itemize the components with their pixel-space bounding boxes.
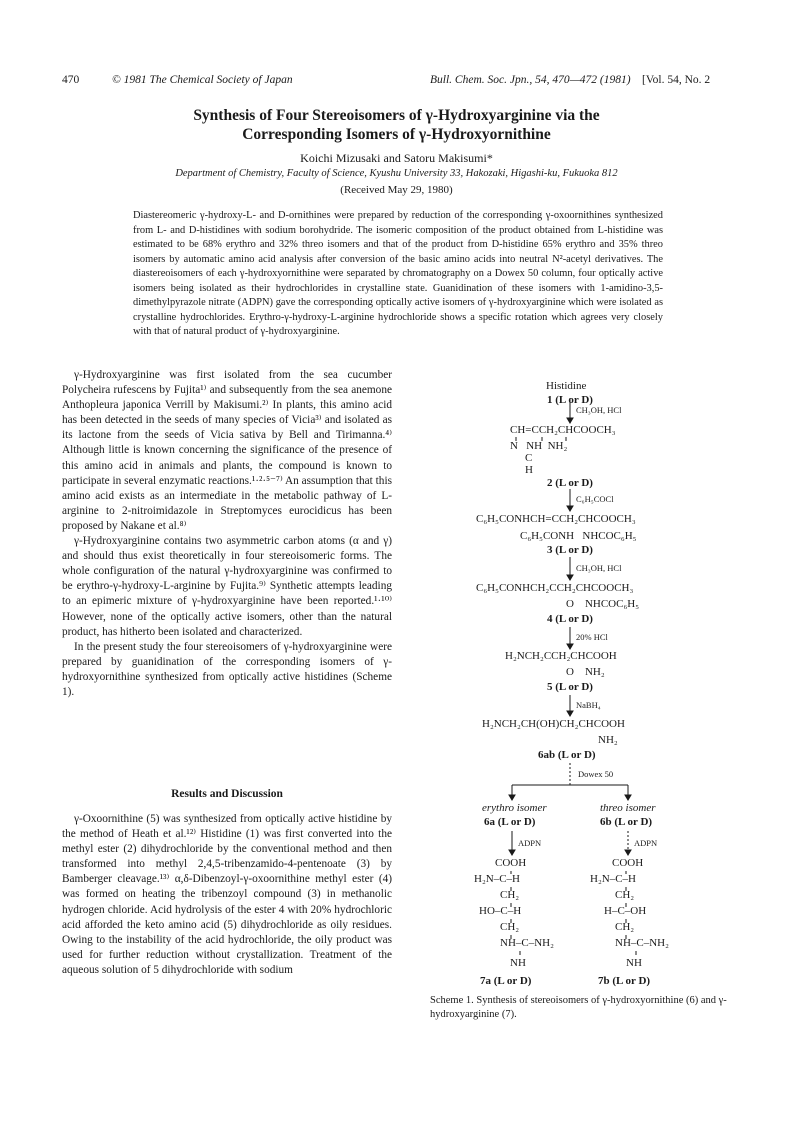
compound-2-line-4: H <box>525 464 533 476</box>
compound-7b-line-3: CH₂ <box>615 889 635 901</box>
threo-label: threo isomer <box>600 802 656 814</box>
compound-1-label: 1 (L or D) <box>547 394 593 406</box>
compound-4-label: 4 (L or D) <box>547 613 593 625</box>
compound-4-line-2: O NHCOC₆H₅ <box>566 598 640 610</box>
reagent-step-5: NaBH₄ <box>576 700 601 710</box>
compound-7b-line-1: COOH <box>612 857 644 869</box>
reagent-step-3: CH₃OH, HCl <box>576 563 622 573</box>
article-title-line-1: Synthesis of Four Stereoisomers of γ-Hydroxyarginine via the <box>193 107 600 124</box>
compound-3-line-1: C₆H₅CONHCH=CCH₂CHCOOCH₃ <box>476 513 636 525</box>
paragraph-present-study: In the present study the four stereoisomers of γ-hydroxyarginine were prepared by guanidination of the corresponding isomers of γ-hydroxyornithine synthesized from optically active histidines (Scheme 1). <box>62 640 392 698</box>
compound-5-label: 5 (L or D) <box>547 681 593 693</box>
scheme-caption: Scheme 1. Synthesis of stereoisomers of γ-hydroxyornithine (6) and γ-hydroxyarginine (7). <box>430 995 727 1020</box>
compound-7b-label: 7b (L or D) <box>598 975 651 987</box>
compound-7a-line-2: H₂N–C–H <box>474 873 521 885</box>
authors: Koichi Mizusaki and Satoru Makisumi* <box>300 151 493 165</box>
paragraph-intro: γ-Hydroxyarginine was first isolated from the sea cucumber Polycheira rufescens by Fujita¹⁾ and subsequently from the sea anemone Anthopleura japonica Verrill by Makisumi.²⁾ In plants, this amino acid has been detected in the seeds of many species of Vicia³⁾ and isolated as its lactone from the seeds of Vicia sativa by Bell and Tirimanna.⁴⁾ Although little is known concerning the significance of the presence of this amino acid in animals and plants, the compound is known to participate in several enzymatic reactions.¹·²·⁵⁻⁷⁾ An assumption that this amino acid exists as an intermediate in the metabolic pathway of L-arginine to 2-nitroimidazole in Streptomyces eurocidicus has been proposed by Nakane et al.⁸⁾ <box>62 369 392 532</box>
section-heading: Results and Discussion <box>171 788 283 800</box>
paragraph-results: γ-Oxoornithine (5) was synthesized from optically active histidine by the method of Heath et al.¹²⁾ Histidine (1) was first converted into the methyl ester (2) dihydrochloride by the conventional method and then transformed into methyl 2,4,5-tribenzamido-4-pentenoate (3) by Bamberger cleavage.¹³⁾ α,δ-Dibenzoyl-γ-oxoornithine methyl ester (4) was formed on heating the tribenzoyl compound (3) in methanolic hydrogen chloride. Acid hydrolysis of the ester 4 with 20% hydrochloric acid afforded the keto amino acid (5) dihydrochloride as oily residues. Owing to the instability of the acid hydrochloride, the oily product was used for further reduction without crystallization. Treatment of the aqueous solution of 5 dihydrochloride with sodium <box>62 813 392 976</box>
compound-7b-line-7: NH <box>626 957 642 969</box>
compound-7b-line-4: H–C–OH <box>604 905 647 917</box>
compound-7b-line-2: H₂N–C–H <box>590 873 637 885</box>
journal-citation: Bull. Chem. Soc. Jpn., 54, 470—472 (1981) <box>430 74 631 86</box>
erythro-label: erythro isomer <box>482 802 547 814</box>
reagent-step-4: 20% HCl <box>576 632 608 642</box>
compound-7a-line-7: NH <box>510 957 526 969</box>
compound-2-line-2: N NH NH₂ <box>510 440 568 452</box>
compound-6-line-1: H₂NCH₂CH(OH)CH₂CHCOOH <box>482 718 625 730</box>
compound-7a-label: 7a (L or D) <box>480 975 532 987</box>
page-number: 470 <box>62 74 80 86</box>
abstract: Diastereomeric γ-hydroxy-L- and D-ornithines were prepared by reduction of the corresponding γ-oxoornithines synthesized from L- and D-histidines with sodium borohydride. The isomeric composition of the product obtained from L-histidine was estimated to be 68% erythro and 32% threo isomers and that of the product from D-histidine 65% erythro and 35% threo isomers by automatic amino acid analysis after conversion of the basic amino acids into neutral N²-acetyl derivatives. The diastereoisomers of each γ-hydroxyornithine were separated by chromatography on a Dowex 50 column, four optically active isomers being isolated as their hydrochlorides in crystalline state. Guanidination of these isomers with 1-amidino-3,5-dimethylpyrazole nitrate (ADPN) gave the corresponding optically active isomers of γ-hydroxyarginine which were isolated as crystalline hydrochlorides. Erythro-γ-hydroxy-L-arginine hydrochloride shows a specific rotation which agrees very closely with that of natural product of γ-hydroxyarginine. <box>133 210 663 337</box>
compound-3-label: 3 (L or D) <box>547 544 593 556</box>
copyright-line: © 1981 The Chemical Society of Japan <box>112 74 293 86</box>
compound-7a-line-4: HO–C–H <box>479 905 522 917</box>
compound-6b-label: 6b (L or D) <box>600 816 653 828</box>
compound-7a-line-1: COOH <box>495 857 527 869</box>
reagent-adpn-a: ADPN <box>518 838 542 848</box>
compound-2-label: 2 (L or D) <box>547 477 593 489</box>
compound-7a-line-3: CH₂ <box>500 889 520 901</box>
scheme-histidine: Histidine <box>546 380 587 392</box>
compound-5-line-2: O NH₂ <box>566 666 605 678</box>
reagent-step-2: C₆H₅COCl <box>576 494 614 504</box>
compound-4-line-1: C₆H₅CONHCH₂CCH₂CHCOOCH₃ <box>476 582 634 594</box>
compound-3-line-2: C₆H₅CONH NHCOC₆H₅ <box>520 530 637 542</box>
reagent-step-1: CH₃OH, HCl <box>576 405 622 415</box>
reagent-step-6: Dowex 50 <box>578 769 614 779</box>
volume-label: [Vol. 54, No. 2 <box>642 74 711 86</box>
compound-7b-line-6: NH–C–NH₂ <box>615 937 669 949</box>
compound-6ab-label: 6ab (L or D) <box>538 749 596 761</box>
reagent-adpn-b: ADPN <box>634 838 658 848</box>
received-date: (Received May 29, 1980) <box>340 184 453 196</box>
compound-5-line-1: H₂NCH₂CCH₂CHCOOH <box>505 650 617 662</box>
compound-7b-line-5: CH₂ <box>615 921 635 933</box>
compound-2-line-1: CH=CCH₂CHCOOCH₃ <box>510 424 616 436</box>
compound-7a-line-5: CH₂ <box>500 921 520 933</box>
affiliation: Department of Chemistry, Faculty of Science, Kyushu University 33, Hakozaki, Higashi-ku, Fukuoka 812 <box>175 168 618 179</box>
compound-6-line-2: NH₂ <box>598 734 618 746</box>
article-title-line-2: Corresponding Isomers of γ-Hydroxyornithine <box>242 126 551 143</box>
paragraph-configuration: γ-Hydroxyarginine contains two asymmetric carbon atoms (α and γ) and should thus exist theoretically in four stereoisomeric forms. The whole configuration of the natural γ-hydroxyarginine was confirmed to be erythro-γ-hydroxy-L-arginine by Fujita.⁹⁾ Synthetic attempts leading to an epimeric mixture of γ-hydroxyarginine have been reported.¹·¹⁰⁾ However, none of the optically active isomers, other than the natural product, has hitherto been isolated and characterized. <box>62 535 392 638</box>
compound-7a-line-6: NH–C–NH₂ <box>500 937 554 949</box>
compound-6a-label: 6a (L or D) <box>484 816 536 828</box>
compound-2-line-3: C <box>525 452 533 464</box>
